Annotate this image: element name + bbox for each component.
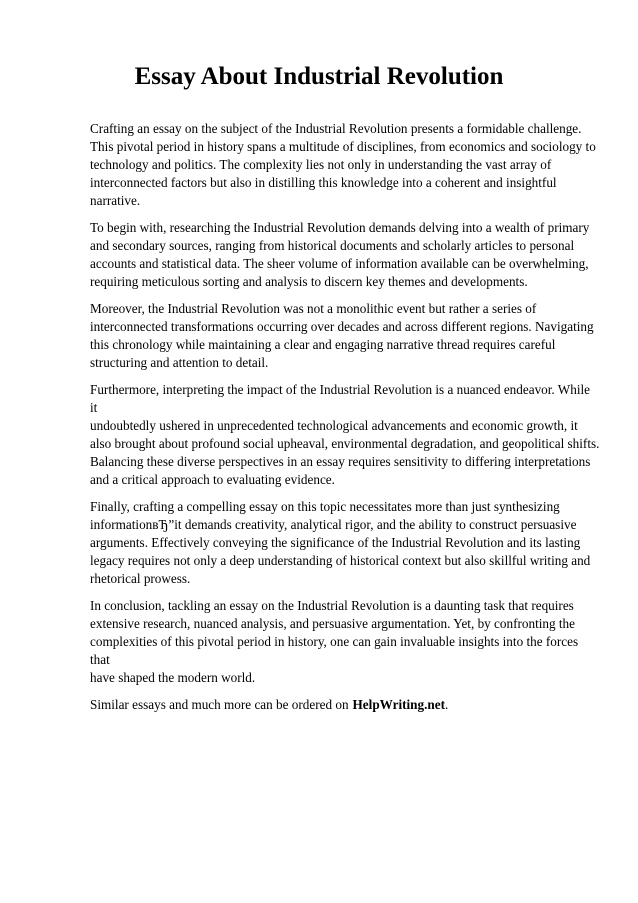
paragraph-chronology: Moreover, the Industrial Revolution was not a monolithic event but rather a series of interconnected transformations occurring over decades and across different regions. Navigating this chronology while maintaining a clear and engaging narrative thread requires careful structuring and attention to detail. [90,301,594,370]
paragraph-research: To begin with, researching the Industrial Revolution demands delving into a wealth of primary and secondary sources, ranging from historical documents and scholarly articles to personal accounts and statistical data. The sheer volume of information available can be overwhelming, requiring meticulous sorting and analysis to discern key themes and developments. [90,220,590,289]
paragraph-finally: Finally, crafting a compelling essay on this topic necessitates more than just synthesizing informationвЂ”it demands creativity, analytical rigor, and the ability to construct persuasive arguments. Effectively conveying the significance of the Industrial Revolution and its lasting legacy requires not only a deep understanding of historical context but also skillful writing and rhetorical prowess. [90,499,591,586]
paragraph-conclusion: In conclusion, tackling an essay on the Industrial Revolution is a daunting task that requires extensive research, nuanced analysis, and persuasive argumentation. Yet, by confronting the complexities of this pivotal period in history, one can gain invaluable insights into the forces that have shaped the modern world. [90,598,579,685]
closing-period: . [444,697,449,712]
paragraph-intro: Crafting an essay on the subject of the Industrial Revolution presents a formidable challenge. This pivotal period in history spans a multitude of disciplines, from economics and sociology to technology and politics. The complexity lies not only in understanding the vast array of interconnected factors but also in distilling this knowledge into a coherent and insightful narrative. [90,121,596,208]
document-title: Essay About Industrial Revolution [134,63,504,90]
helpwriting-link[interactable]: HelpWriting.net [352,697,445,712]
document-body [90,120,600,723]
closing-line [90,696,600,714]
paragraph-impact: Furthermore, interpreting the impact of the Industrial Revolution is a nuanced endeavor. While it undoubtedly ushered in unprecedented technological advancements and economic growth, it also brought about profound social upheaval, environmental degradation, and geopolitical shifts. Balancing these diverse perspectives in an essay requires sensitivity to differing interpretations and a critical approach to evaluating evidence. [90,382,600,487]
closing-text: Similar essays and much more can be ordered on [90,697,349,712]
